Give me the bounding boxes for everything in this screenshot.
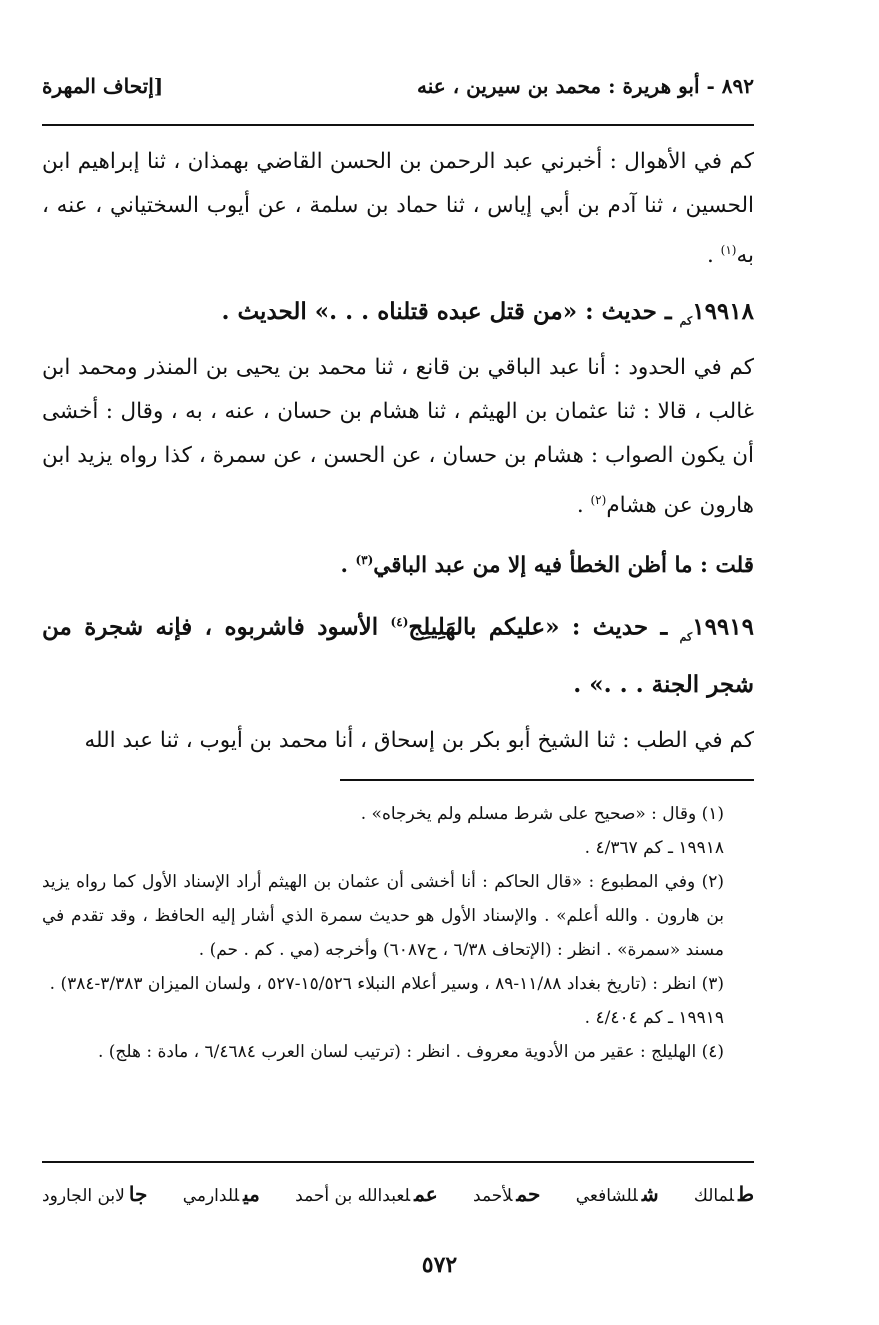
footnotes (42, 797, 754, 1069)
header-chapter-title: ٨٩٢ - أبو هريرة : محمد بن سيرين ، عنه (417, 74, 754, 98)
abbrev-item: ميللدارمي (182, 1182, 260, 1206)
entry-19919: $١٩٩١٩_{كم}$ ـ حديث : «عليكم بالهَلِيلِج$^{(٤)}$ الأسود فاشربوه ، فإنه شجرة من شجر الجنة . . .» . (42, 613, 754, 699)
footnote-ref-3: (٣) (355, 552, 374, 567)
abbrev-item: حملأحمد (473, 1182, 541, 1206)
entry-number: ١٩٩١٨ (692, 298, 754, 326)
header-rule (42, 124, 754, 126)
footnote-ref-4: (٤) (390, 615, 409, 630)
footnote-2: (٢) وفي المطبوع : «قال الحاكم : أنا أخشى أن عثمان بن الهيثم أراد الإسناد الأول كما رواه يزيد بن هارون . والله أعلم» . والإسناد الأول هو حديث سمرة الذي أشار إليه الحافظ ، وقد تقدم في مسند «سمرة» . انظر : (الإتحاف ٦/٣٨ ، ح٦٠٨٧) وأخرجه (مي . كم . حم) . (42, 872, 724, 960)
header-book-title: [إتحاف المهرة (42, 74, 164, 98)
footnote-ref-1: (١) (720, 243, 737, 257)
entry-source-symbol: كم (679, 630, 693, 644)
abbreviations-key (42, 1182, 754, 1206)
page-number: ٥٧٢ (421, 1252, 458, 1278)
abbrev-item: شللشافعي (575, 1182, 659, 1206)
paragraph-hudud: كم في الحدود : أنا عبد الباقي بن قانع ، ثنا محمد بن يحيى بن المنذر ومحمد ابن غالب ، قالا : ثنا عثمان بن الهيثم ، ثنا هشام بن حسان ، عنه ، به ، وقال : أخشى أن يكون الصواب : هشام بن حسان ، عن الحسن ، عن سمرة ، كذا رواه يزيد ابن هارون عن هشام$^{(٢)}$ . (42, 354, 754, 518)
entry-hadith-text: ـ حديث : «من قتل عبده قتلناه . . .» الحديث . (221, 298, 680, 326)
entry-19918 (42, 288, 754, 346)
abbrev-item: جالابن الجارود (42, 1182, 148, 1206)
entry-source-symbol: كم (679, 314, 693, 328)
footnote-1: (١) وقال : «صحيح على شرط مسلم ولم يخرجاه» . (360, 804, 724, 824)
main-text (42, 140, 754, 763)
paragraph-ahwal: كم في الأهوال : أخبرني عبد الرحمن بن الحسن القاضي بهمذان ، ثنا إبراهيم ابن الحسين ، ثنا آدم بن أبي إياس ، ثنا حماد بن سلمة ، عن أيوب السختياني ، عنه ، به$^{(١)}$ . (42, 149, 754, 269)
footnote-ref-2: (٢) (590, 492, 607, 507)
abbrev-item: طلمالك (693, 1182, 754, 1206)
abbreviations-rule (42, 1161, 754, 1163)
abbrev-item: عملعبدالله بن أحمد (295, 1182, 438, 1206)
paragraph-tibb: كم في الطب : ثنا الشيخ أبو بكر بن إسحاق ، أنا محمد بن أيوب ، ثنا عبد الله (84, 728, 754, 754)
running-header (42, 74, 754, 110)
footnote-ref-line-19919: ١٩٩١٩ ـ كم ٤/٤٠٤ . (584, 1008, 724, 1028)
entry-number: ١٩٩١٩ (692, 613, 754, 641)
footnote-4: (٤) الهليلج : عقير من الأدوية معروف . انظر : (ترتيب لسان العرب ٦/٤٦٨٤ ، مادة : هلج) . (97, 1042, 724, 1062)
footnote-ref-line-19918: ١٩٩١٨ ـ كم ٤/٣٦٧ . (584, 838, 724, 858)
footnote-separator (340, 779, 754, 781)
author-remark: قلت : ما أظن الخطأ فيه إلا من عبد الباقي$^{(٣)}$ . (340, 552, 754, 579)
footnote-3: (٣) انظر : (تاريخ بغداد ١١/٨٨-٨٩ ، وسير أعلام النبلاء ١٥/٥٢٦-٥٢٧ ، ولسان الميزان ٣/٣٨٣-٣٨٤) . (49, 974, 724, 994)
